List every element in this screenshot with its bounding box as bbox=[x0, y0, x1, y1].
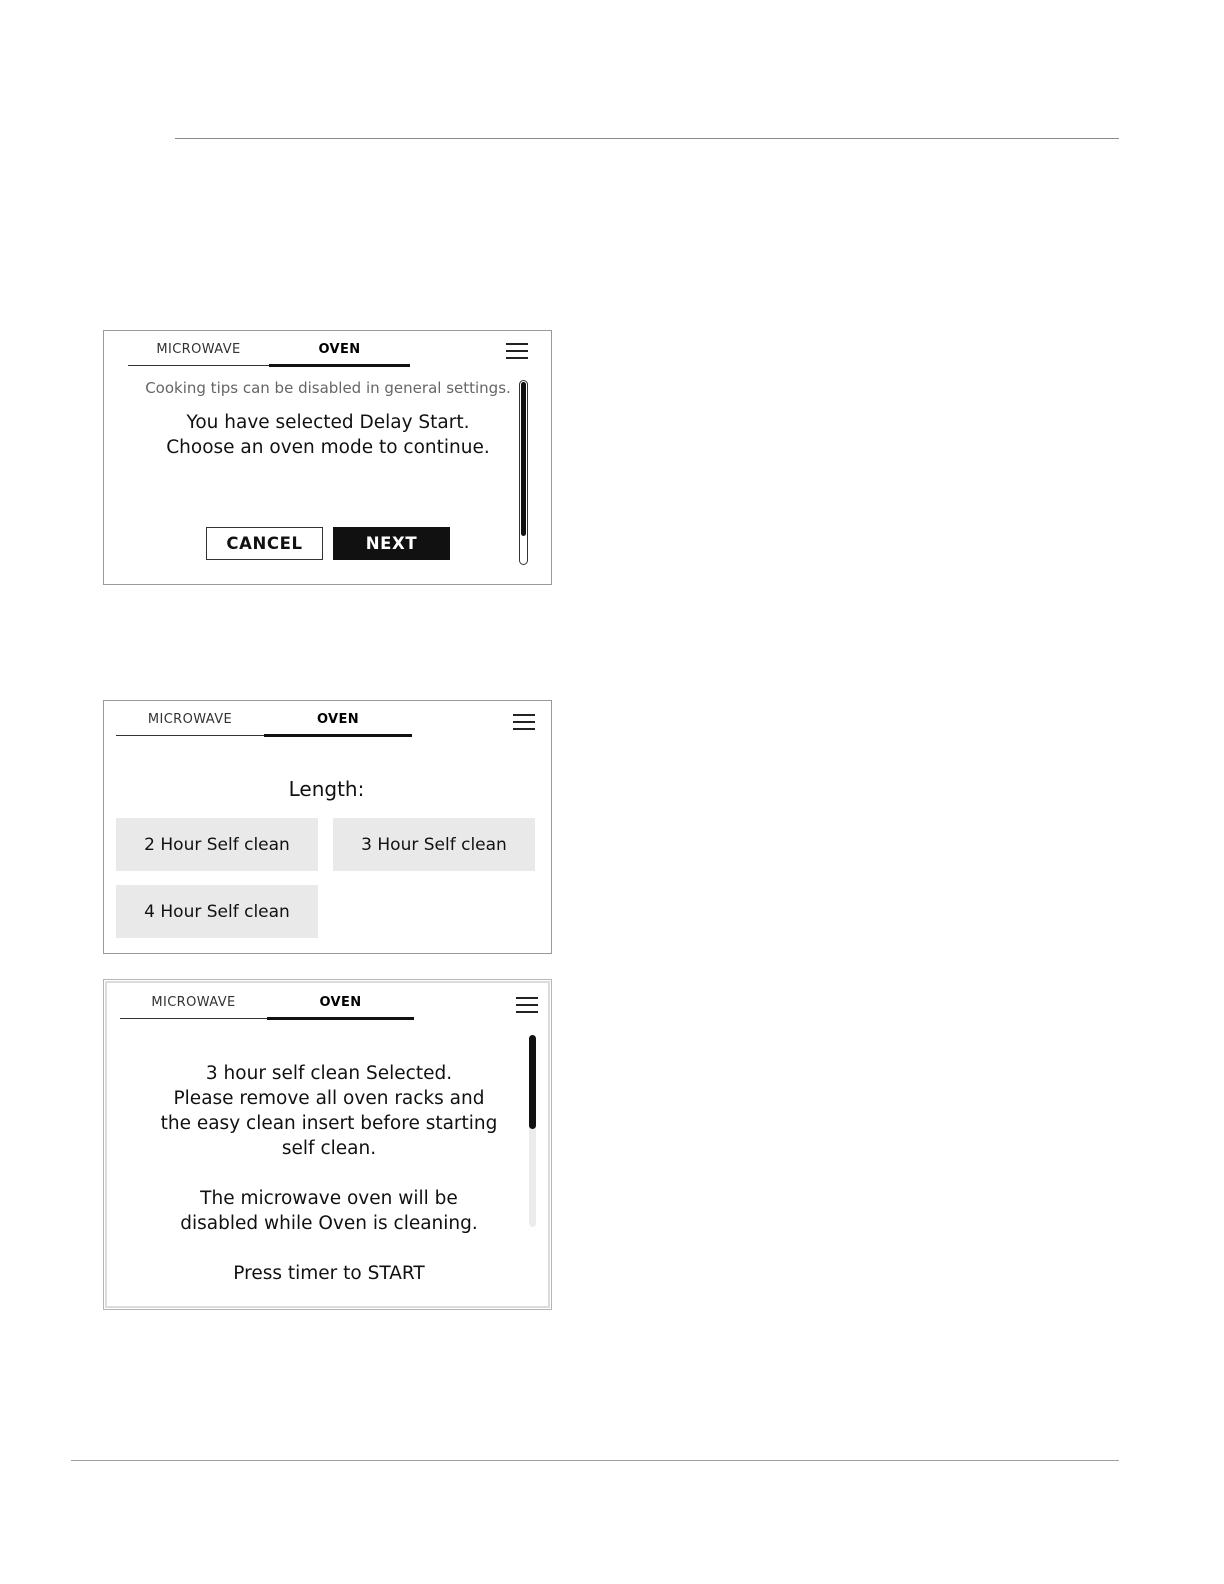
mode-tabs bbox=[128, 339, 410, 366]
message-line: Press timer to START bbox=[233, 1263, 425, 1284]
scrollbar[interactable] bbox=[529, 1035, 536, 1227]
message-line: Choose an oven mode to continue. bbox=[166, 437, 490, 458]
delay-start-message bbox=[124, 410, 532, 460]
delay-start-screen bbox=[103, 330, 552, 585]
cooking-tip-text: Cooking tips can be disabled in general settings. bbox=[145, 379, 511, 397]
message-line: The microwave oven will be bbox=[200, 1188, 458, 1209]
scrollbar-thumb[interactable] bbox=[529, 1035, 536, 1129]
hamburger-menu-icon[interactable] bbox=[513, 712, 535, 732]
self-clean-confirm-screen bbox=[103, 979, 552, 1310]
mode-tabs bbox=[116, 709, 412, 736]
message-line: the easy clean insert before starting bbox=[160, 1113, 498, 1134]
tab-oven[interactable]: OVEN bbox=[267, 992, 414, 1018]
tab-microwave[interactable]: MICROWAVE bbox=[156, 342, 241, 357]
message-line: Please remove all oven racks and bbox=[173, 1088, 485, 1109]
footer-rule bbox=[71, 1460, 1119, 1461]
hamburger-menu-icon[interactable] bbox=[506, 341, 528, 361]
scrollbar-thumb[interactable] bbox=[521, 382, 526, 536]
option-2-hour-self-clean[interactable]: 2 Hour Self clean bbox=[116, 818, 318, 871]
length-label: Length: bbox=[288, 777, 365, 801]
cancel-button[interactable]: CANCEL bbox=[206, 527, 323, 560]
message-line: self clean. bbox=[281, 1138, 377, 1159]
message-line: 3 hour self clean Selected. bbox=[205, 1063, 453, 1084]
tab-microwave[interactable]: MICROWAVE bbox=[151, 995, 236, 1010]
mode-tabs bbox=[120, 992, 414, 1019]
message-line: disabled while Oven is cleaning. bbox=[180, 1213, 478, 1234]
self-clean-message bbox=[116, 1061, 542, 1286]
message-line: You have selected Delay Start. bbox=[186, 412, 470, 433]
self-clean-length-screen bbox=[103, 700, 552, 954]
tab-microwave[interactable]: MICROWAVE bbox=[147, 712, 233, 727]
scrollbar[interactable] bbox=[519, 380, 528, 565]
message-line bbox=[116, 1161, 542, 1186]
tab-oven[interactable]: OVEN bbox=[269, 339, 410, 365]
next-button[interactable]: NEXT bbox=[333, 527, 450, 560]
header-rule bbox=[175, 138, 1119, 139]
tab-oven[interactable]: OVEN bbox=[264, 709, 412, 735]
option-3-hour-self-clean[interactable]: 3 Hour Self clean bbox=[333, 818, 535, 871]
message-line bbox=[116, 1236, 542, 1261]
hamburger-menu-icon[interactable] bbox=[516, 995, 538, 1015]
option-4-hour-self-clean[interactable]: 4 Hour Self clean bbox=[116, 885, 318, 938]
